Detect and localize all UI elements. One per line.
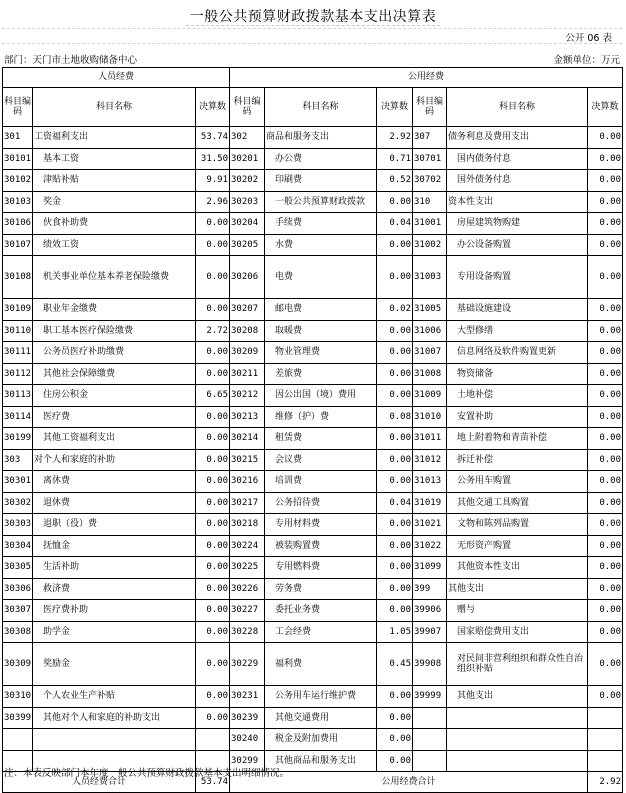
name-cell-a: 公务员医疗补助缴费 [33,342,196,364]
code-cell-b: 30213 [230,406,265,428]
amount-cell-a: 0.00 [196,686,230,708]
name-cell-b: 手续费 [265,213,377,235]
name-header-a: 科目名称 [33,88,196,127]
personnel-total-label: 人员经费合计 [3,772,196,793]
table-row [3,621,623,643]
code-cell-a: 30107 [3,234,33,256]
table-row [3,363,623,385]
code-header-a: 科目编码 [3,88,33,127]
code-cell-b: 30299 [230,750,265,772]
code-cell-c: 31012 [413,449,447,471]
name-cell-a: 抚恤金 [33,535,196,557]
name-cell-a: 绩效工资 [33,234,196,256]
amount-cell-c: 0.00 [588,406,623,428]
name-cell-b: 培训费 [265,471,377,493]
amount-cell-b: 0.02 [377,299,413,321]
amount-cell-a: 6.65 [196,385,230,407]
name-cell-c: 专用设备购置 [447,256,588,299]
public-group-header: 公用经费 [230,68,623,88]
amount-cell-b: 0.00 [377,707,413,729]
amount-cell-b: 0.00 [377,578,413,600]
name-cell-b: 电费 [265,256,377,299]
amount-cell-b: 0.00 [377,385,413,407]
amount-cell-b: 0.00 [377,750,413,772]
name-cell-b: 被装购置费 [265,535,377,557]
code-cell-b: 30204 [230,213,265,235]
code-cell-a: 30111 [3,342,33,364]
amount-cell-c: 0.00 [588,471,623,493]
table-row [3,686,623,708]
amount-cell-b: 2.92 [377,127,413,149]
amount-header-a: 决算数 [196,88,230,127]
amount-cell-a: 0.00 [196,600,230,622]
name-cell-c: 地上附着物和青苗补偿 [447,428,588,450]
amount-cell-c [588,750,623,772]
code-cell-a: 301 [3,127,33,149]
amount-cell-b: 0.45 [377,643,413,686]
code-cell-c: 31011 [413,428,447,450]
name-cell-a: 医疗费 [33,406,196,428]
name-cell-b: 税金及附加费用 [265,729,377,751]
table-row [3,535,623,557]
code-cell-a: 30114 [3,406,33,428]
name-cell-c [447,707,588,729]
amount-cell-a: 0.00 [196,578,230,600]
amount-cell-c: 0.00 [588,535,623,557]
code-cell-a: 30310 [3,686,33,708]
name-cell-b: 商品和服务支出 [265,127,377,149]
name-cell-b: 公务招待费 [265,492,377,514]
code-header-b: 科目编码 [230,88,265,127]
name-cell-a: 奖励金 [33,643,196,686]
table-row [3,148,623,170]
amount-cell-a: 0.00 [196,535,230,557]
amount-cell-c [588,729,623,751]
code-cell-c [413,729,447,751]
name-cell-b: 工会经费 [265,621,377,643]
code-cell-b: 30229 [230,643,265,686]
personnel-group-header: 人员经费 [3,68,230,88]
table-row [3,320,623,342]
amount-cell-c: 0.00 [588,449,623,471]
name-cell-a: 住房公积金 [33,385,196,407]
code-cell-a: 30302 [3,492,33,514]
code-cell-a: 30106 [3,213,33,235]
name-cell-c: 土地补偿 [447,385,588,407]
code-cell-b: 30203 [230,191,265,213]
code-cell-c: 31021 [413,514,447,536]
code-cell-c: 31019 [413,492,447,514]
code-cell-c: 399 [413,578,447,600]
code-cell-b: 30208 [230,320,265,342]
code-cell-c: 307 [413,127,447,149]
name-cell-c: 赠与 [447,600,588,622]
amount-cell-a: 0.00 [196,557,230,579]
public-total-value: 2.92 [588,772,623,793]
amount-header-c: 决算数 [588,88,623,127]
code-cell-b: 30201 [230,148,265,170]
amount-cell-c: 0.00 [588,385,623,407]
code-cell-a: 30108 [3,256,33,299]
code-cell-b: 30240 [230,729,265,751]
amount-cell-b: 0.00 [377,514,413,536]
name-cell-a: 伙食补助费 [33,213,196,235]
amount-cell-a: 2.72 [196,320,230,342]
amount-cell-b: 0.00 [377,729,413,751]
code-cell-b: 30227 [230,600,265,622]
name-cell-c: 文物和陈列品购置 [447,514,588,536]
code-cell-b: 30228 [230,621,265,643]
amount-cell-c: 0.00 [588,320,623,342]
table-row [3,406,623,428]
code-cell-a: 30109 [3,299,33,321]
amount-cell-a: 0.00 [196,299,230,321]
table-row [3,385,623,407]
table-row [3,449,623,471]
code-cell-a: 30308 [3,621,33,643]
code-cell-a: 30305 [3,557,33,579]
code-cell-b: 30214 [230,428,265,450]
name-cell-c: 资本性支出 [447,191,588,213]
amount-cell-b: 0.00 [377,342,413,364]
amount-header-b: 决算数 [377,88,413,127]
code-cell-b: 30211 [230,363,265,385]
amount-cell-a: 0.00 [196,406,230,428]
name-cell-b: 其他商品和服务支出 [265,750,377,772]
code-cell-c: 31013 [413,471,447,493]
code-cell-a: 30110 [3,320,33,342]
amount-cell-b: 0.00 [377,234,413,256]
table-row [3,643,623,686]
amount-cell-c: 0.00 [588,428,623,450]
code-cell-c: 31008 [413,363,447,385]
department-label: 部门：天门市土地收购储备中心 [4,55,138,66]
name-cell-a: 工资福利支出 [33,127,196,149]
name-cell-c: 其他支出 [447,578,588,600]
code-cell-b: 302 [230,127,265,149]
code-cell-a: 30399 [3,707,33,729]
amount-cell-c: 0.00 [588,234,623,256]
amount-cell-c: 0.00 [588,514,623,536]
name-cell-c: 国外债务付息 [447,170,588,192]
amount-cell-b: 0.71 [377,148,413,170]
name-cell-a: 其他社会保障缴费 [33,363,196,385]
amount-cell-a: 31.50 [196,148,230,170]
name-cell-a: 职工基本医疗保险缴费 [33,320,196,342]
amount-cell-c: 0.00 [588,191,623,213]
amount-cell-b: 0.04 [377,213,413,235]
code-cell-b: 30206 [230,256,265,299]
amount-cell-b: 0.00 [377,449,413,471]
amount-cell-b: 0.00 [377,557,413,579]
code-cell-a [3,729,33,751]
name-cell-a: 奖金 [33,191,196,213]
name-cell-c: 国家赔偿费用支出 [447,621,588,643]
name-cell-a: 医疗费补助 [33,600,196,622]
code-cell-a: 30307 [3,600,33,622]
name-cell-b: 公务用车运行维护费 [265,686,377,708]
code-cell-c: 31007 [413,342,447,364]
table-row [3,557,623,579]
code-cell-b: 30239 [230,707,265,729]
footnote: 注：本表反映部门本年度一般公共预算财政拨款基本支出明细情况。 [4,768,290,779]
name-cell-a: 退职（役）费 [33,514,196,536]
code-cell-b: 30215 [230,449,265,471]
code-cell-b: 30216 [230,471,265,493]
spreadsheet-blank-row [2,28,622,44]
code-cell-a: 30101 [3,148,33,170]
amount-cell-a: 0.00 [196,643,230,686]
table-row [3,127,623,149]
code-cell-c: 30702 [413,170,447,192]
name-cell-a: 对个人和家庭的补助 [33,449,196,471]
code-cell-a: 30306 [3,578,33,600]
code-cell-b: 30209 [230,342,265,364]
name-cell-c: 对民间非营利组织和群众性自治组织补贴 [447,643,588,686]
name-cell-a: 退休费 [33,492,196,514]
amount-cell-c: 0.00 [588,621,623,643]
name-cell-c: 信息网络及软件购置更新 [447,342,588,364]
amount-cell-c: 0.00 [588,148,623,170]
amount-cell-a: 0.00 [196,256,230,299]
amount-cell-b: 0.00 [377,320,413,342]
code-cell-c: 39908 [413,643,447,686]
amount-cell-a: 0.00 [196,213,230,235]
code-cell-c: 31002 [413,234,447,256]
amount-cell-b: 0.00 [377,191,413,213]
table-row [3,514,623,536]
amount-cell-b: 0.00 [377,535,413,557]
table-row [3,471,623,493]
code-cell-c: 31010 [413,406,447,428]
table-row [3,428,623,450]
amount-cell-c: 0.00 [588,213,623,235]
report-title: 一般公共预算财政拨款基本支出决算表 [0,6,626,26]
amount-cell-b: 0.00 [377,471,413,493]
code-cell-a: 30102 [3,170,33,192]
name-cell-a: 津贴补贴 [33,170,196,192]
expenditure-table [2,67,623,793]
code-cell-c: 31099 [413,557,447,579]
code-cell-c [413,750,447,772]
amount-cell-c: 0.00 [588,342,623,364]
amount-cell-a: 0.00 [196,234,230,256]
name-cell-b: 专用材料费 [265,514,377,536]
amount-cell-c: 0.00 [588,170,623,192]
name-cell-a: 离休费 [33,471,196,493]
name-cell-a: 救济费 [33,578,196,600]
table-row [3,342,623,364]
amount-cell-c: 0.00 [588,643,623,686]
code-cell-c: 31022 [413,535,447,557]
name-cell-c: 安置补助 [447,406,588,428]
code-cell-c: 39999 [413,686,447,708]
code-cell-a: 30309 [3,643,33,686]
code-cell-b: 30218 [230,514,265,536]
code-cell-a: 30304 [3,535,33,557]
code-cell-c: 31005 [413,299,447,321]
amount-cell-c: 0.00 [588,299,623,321]
name-cell-c: 办公设备购置 [447,234,588,256]
table-row [3,729,623,751]
name-cell-b: 维修（护）费 [265,406,377,428]
code-cell-a: 30199 [3,428,33,450]
amount-cell-a: 2.96 [196,191,230,213]
amount-cell-b: 0.00 [377,363,413,385]
code-cell-c: 31003 [413,256,447,299]
name-cell-a: 其他工资福利支出 [33,428,196,450]
amount-cell-c: 0.00 [588,600,623,622]
amount-cell-a: 0.00 [196,492,230,514]
amount-cell-c [588,707,623,729]
code-cell-a: 30112 [3,363,33,385]
table-row [3,492,623,514]
code-cell-c: 39907 [413,621,447,643]
amount-cell-a: 0.00 [196,514,230,536]
amount-cell-b: 0.04 [377,492,413,514]
amount-cell-b: 0.00 [377,686,413,708]
name-cell-c: 大型修缮 [447,320,588,342]
name-cell-b: 物业管理费 [265,342,377,364]
name-cell-b: 印刷费 [265,170,377,192]
table-row [3,256,623,299]
code-cell-b: 30202 [230,170,265,192]
name-cell-b: 委托业务费 [265,600,377,622]
public-total-label: 公用经费合计 [230,772,588,793]
table-row [3,234,623,256]
amount-cell-c: 0.00 [588,492,623,514]
code-cell-a: 30303 [3,514,33,536]
amount-cell-a: 0.00 [196,342,230,364]
amount-cell-a: 0.00 [196,471,230,493]
code-cell-b: 30231 [230,686,265,708]
table-code: 公开 06 表 [565,33,612,44]
name-cell-a: 职业年金缴费 [33,299,196,321]
table-row [3,299,623,321]
name-cell-c: 债务利息及费用支出 [447,127,588,149]
amount-cell-a: 0.00 [196,707,230,729]
name-cell-b: 因公出国（境）费用 [265,385,377,407]
code-cell-c: 310 [413,191,447,213]
name-cell-c: 无形资产购置 [447,535,588,557]
name-header-c: 科目名称 [447,88,588,127]
code-cell-c: 31006 [413,320,447,342]
name-cell-a: 助学金 [33,621,196,643]
name-cell-a: 机关事业单位基本养老保险缴费 [33,256,196,299]
code-cell-c: 31009 [413,385,447,407]
code-cell-c: 30701 [413,148,447,170]
table-row [3,600,623,622]
name-cell-c: 其他资本性支出 [447,557,588,579]
personnel-total-value: 53.74 [196,772,230,793]
code-cell-a: 303 [3,449,33,471]
table-row [3,170,623,192]
name-cell-c [447,750,588,772]
code-cell-b: 30224 [230,535,265,557]
name-cell-b: 办公费 [265,148,377,170]
code-cell-c: 31001 [413,213,447,235]
code-cell-a: 30113 [3,385,33,407]
amount-cell-c: 0.00 [588,557,623,579]
amount-cell-b: 0.00 [377,428,413,450]
name-cell-b: 其他交通费用 [265,707,377,729]
name-cell-a [33,729,196,751]
code-cell-a: 30103 [3,191,33,213]
amount-cell-b: 0.00 [377,600,413,622]
name-cell-c: 其他交通工具购置 [447,492,588,514]
amount-cell-c: 0.00 [588,256,623,299]
amount-cell-b: 1.05 [377,621,413,643]
amount-cell-a [196,729,230,751]
name-cell-b: 差旅费 [265,363,377,385]
name-cell-b: 劳务费 [265,578,377,600]
code-cell-a: 30301 [3,471,33,493]
code-cell-b: 30212 [230,385,265,407]
name-cell-c: 房屋建筑物购建 [447,213,588,235]
name-cell-c: 物资储备 [447,363,588,385]
amount-cell-a: 0.00 [196,363,230,385]
name-cell-b: 专用燃料费 [265,557,377,579]
name-cell-a: 生活补助 [33,557,196,579]
code-cell-b: 30226 [230,578,265,600]
name-cell-c: 国内债务付息 [447,148,588,170]
table-row [3,707,623,729]
name-cell-c: 基础设施建设 [447,299,588,321]
name-cell-b: 取暖费 [265,320,377,342]
table-row [3,578,623,600]
table-row [3,191,623,213]
name-cell-b: 水费 [265,234,377,256]
amount-cell-a: 53.74 [196,127,230,149]
name-cell-c: 其他支出 [447,686,588,708]
amount-cell-c: 0.00 [588,363,623,385]
name-cell-a: 个人农业生产补贴 [33,686,196,708]
name-cell-b: 福利费 [265,643,377,686]
name-cell-c: 拆迁补偿 [447,449,588,471]
name-cell-b: 会议费 [265,449,377,471]
name-cell-a: 基本工资 [33,148,196,170]
amount-cell-b: 0.00 [377,256,413,299]
amount-cell-b: 0.08 [377,406,413,428]
amount-cell-a: 9.91 [196,170,230,192]
code-cell-b: 30225 [230,557,265,579]
name-cell-b: 租赁费 [265,428,377,450]
code-cell-b: 30217 [230,492,265,514]
code-cell-c: 39906 [413,600,447,622]
code-cell-b: 30205 [230,234,265,256]
code-header-c: 科目编码 [413,88,447,127]
unit-label: 金额单位：万元 [553,55,620,66]
name-cell-a: 其他对个人和家庭的补助支出 [33,707,196,729]
name-cell-b: 一般公共预算财政拨款 [265,191,377,213]
code-cell-c [413,707,447,729]
code-cell-b: 30207 [230,299,265,321]
name-cell-b: 邮电费 [265,299,377,321]
table-row [3,213,623,235]
name-header-b: 科目名称 [265,88,377,127]
name-cell-c: 公务用车购置 [447,471,588,493]
amount-cell-a: 0.00 [196,449,230,471]
amount-cell-a: 0.00 [196,621,230,643]
amount-cell-a: 0.00 [196,428,230,450]
name-cell-c [447,729,588,751]
amount-cell-c: 0.00 [588,127,623,149]
amount-cell-c: 0.00 [588,686,623,708]
amount-cell-c: 0.00 [588,578,623,600]
amount-cell-b: 0.52 [377,170,413,192]
